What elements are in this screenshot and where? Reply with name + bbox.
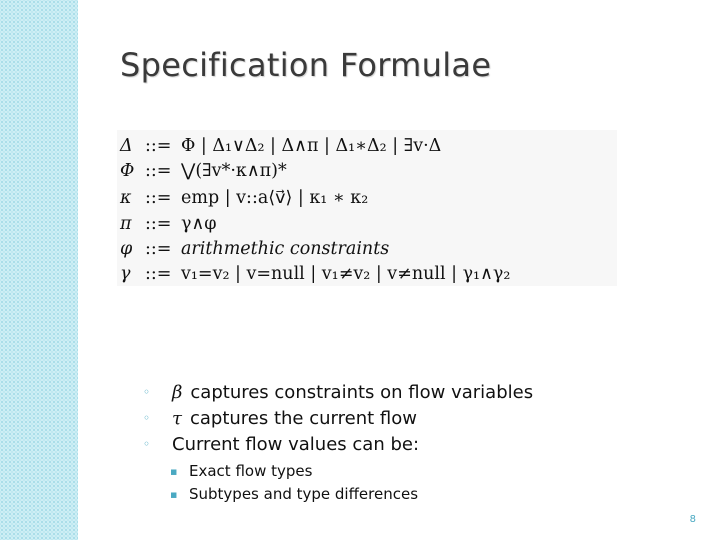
grammar-formula-image [117, 130, 617, 286]
grammar-rhs: emp | v::a⟨v⃗⟩ | κ₁ ∗ κ₂ [181, 188, 369, 208]
bullet-text [172, 406, 417, 432]
tau-symbol: τ [172, 408, 182, 429]
bullet-label: captures constraints on flow variables [190, 382, 534, 403]
square-bullet-icon: ▪ [170, 488, 178, 501]
grammar-lhs: Φ [120, 161, 135, 181]
circle-bullet-icon: ◦ [143, 437, 151, 451]
circle-bullet-icon: ◦ [143, 411, 151, 425]
grammar-rhs: arithmethic constraints [181, 239, 390, 259]
page-number: 8 [689, 514, 696, 525]
grammar-lhs: π [120, 214, 132, 234]
grammar-rhs: ⋁(∃v*·κ∧π)* [181, 161, 287, 181]
circle-bullet-icon: ◦ [143, 385, 151, 399]
bullet-label: Current flow values can be: [172, 434, 420, 455]
grammar-definition-symbol: ::= [145, 239, 172, 259]
grammar-lhs: γ [120, 264, 131, 284]
sub-bullet-label: Exact flow types [189, 462, 313, 480]
slide-title: Specification Formulae [120, 46, 492, 84]
grammar-definition-symbol: ::= [145, 214, 172, 234]
bullet-text [172, 380, 533, 406]
grammar-definition-symbol: ::= [145, 161, 172, 181]
bullet-label: captures the current flow [189, 408, 417, 429]
grammar-definition-symbol: ::= [145, 264, 172, 284]
grammar-rhs: v₁=v₂ | v=null | v₁≠v₂ | v≠null | γ₁∧γ₂ [181, 264, 511, 284]
grammar-definition-symbol: ::= [145, 136, 172, 156]
grammar-rhs: Φ | Δ₁∨Δ₂ | Δ∧π | Δ₁∗Δ₂ | ∃v·Δ [181, 136, 442, 156]
grammar-rhs: γ∧φ [181, 214, 217, 234]
beta-symbol: β [172, 382, 183, 403]
grammar-lhs: Δ [120, 136, 133, 156]
side-pattern-decoration [0, 0, 78, 540]
square-bullet-icon: ▪ [170, 465, 178, 478]
sub-bullet-label: Subtypes and type differences [189, 485, 419, 503]
grammar-lhs: φ [120, 239, 133, 259]
grammar-lhs: κ [120, 188, 132, 208]
grammar-definition-symbol: ::= [145, 188, 172, 208]
